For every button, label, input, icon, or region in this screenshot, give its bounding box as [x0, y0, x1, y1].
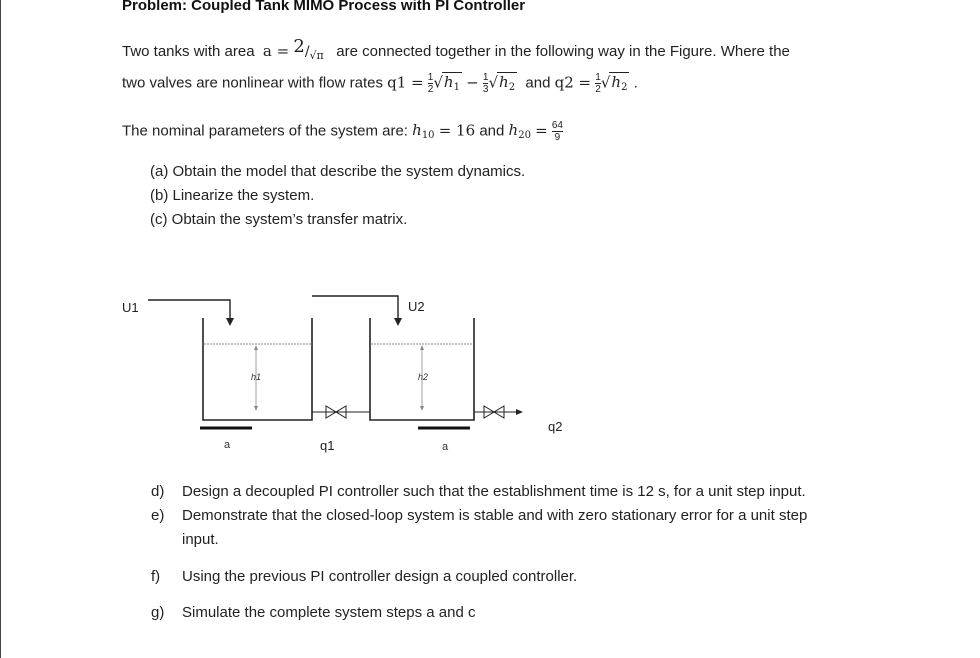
flow-prefix: two valves are nonlinear with flow rates	[122, 74, 383, 92]
nominal-and: and	[479, 122, 505, 140]
h10-sub: 10	[421, 130, 435, 142]
q2-label: q2 =	[554, 73, 592, 92]
third-fraction: $\frac{1}{3}$	[482, 72, 489, 95]
q1-label: q1 =	[387, 73, 424, 92]
h20-sub: 20	[518, 130, 531, 142]
sqrt-h2: $h_2$	[499, 73, 516, 94]
sqrt-h1: $h_1$	[443, 73, 460, 94]
u2-pipe	[312, 296, 398, 322]
q2-flow-label: q2	[548, 419, 563, 434]
h10-value: = 16	[438, 121, 476, 140]
u1-arrow-icon	[226, 318, 234, 326]
area-label-left: a	[224, 439, 231, 451]
area-denominator: √π	[309, 49, 324, 62]
h1-label: h1	[251, 372, 262, 382]
u1-pipe	[148, 300, 230, 322]
task-f-label: f)	[151, 568, 161, 585]
sqrt-h2-q2: $h_2$	[611, 73, 628, 94]
task-a: (a) Obtain the model that describe the system dynamics.	[150, 163, 526, 180]
h20-equals: =	[535, 121, 548, 140]
u1-label: U1	[122, 300, 139, 315]
task-e-text: Demonstrate that the closed-loop system is stable and with zero stationary error for a unit step	[182, 507, 808, 524]
outlet-arrow-icon	[516, 409, 523, 415]
u2-label: U2	[408, 299, 425, 314]
q1-flow-label: q1	[320, 438, 335, 453]
half-fraction-1: $\frac{1}{2}$	[427, 72, 434, 95]
h10-label: h	[412, 121, 422, 140]
u2-arrow-icon	[394, 318, 402, 326]
area-variable: a =	[262, 42, 290, 60]
task-d-label: d)	[151, 483, 165, 500]
end-dot: .	[633, 74, 638, 92]
tank-1-wall	[203, 318, 312, 420]
intro-line-1: Two tanks with area $a = 2/_{√\pi}$ are connected together in the following way in the Figure. Where the	[122, 36, 790, 62]
area-label-right: a	[442, 441, 449, 453]
h2-label: h2	[418, 372, 429, 382]
task-e-text-cont: input.	[182, 531, 219, 548]
task-g-label: g)	[151, 604, 165, 621]
page-title: Problem: Coupled Tank MIMO Process with PI Controller	[122, 0, 526, 14]
minus-sign: −	[466, 73, 479, 92]
nominal-prefix: The nominal parameters of the system are:	[122, 122, 408, 140]
intro-prefix: Two tanks with area	[122, 43, 255, 60]
h20-label: h	[508, 121, 519, 140]
task-b: (b) Linearize the system.	[150, 187, 315, 204]
task-g-text: Simulate the complete system steps a and c	[182, 604, 476, 621]
half-fraction-2: $\frac{1}{2}$	[595, 72, 601, 95]
and-word: and	[525, 74, 551, 92]
h20-fraction: $\frac{64}{9}$	[551, 120, 563, 143]
intro-suffix: are connected together in the following way in the Figure. Where the	[336, 43, 790, 60]
area-numerator: 2	[293, 36, 305, 57]
task-d-text: Design a decoupled PI controller such that the establishment time is 12 s, for a unit step input.	[182, 483, 806, 500]
task-e-label: e)	[151, 507, 165, 524]
intro-line-2: two valves are nonlinear with flow rates q1 = $\frac{1}{2}$ $√h_1$ − $\frac{1}{3}$ $√h_2$ and q2 = $\frac{1}{2}$ $√h_2$ .	[122, 72, 638, 95]
task-c: (c) Obtain the system’s transfer matrix.	[150, 211, 408, 228]
task-f-text: Using the previous PI controller design a coupled controller.	[182, 568, 578, 585]
